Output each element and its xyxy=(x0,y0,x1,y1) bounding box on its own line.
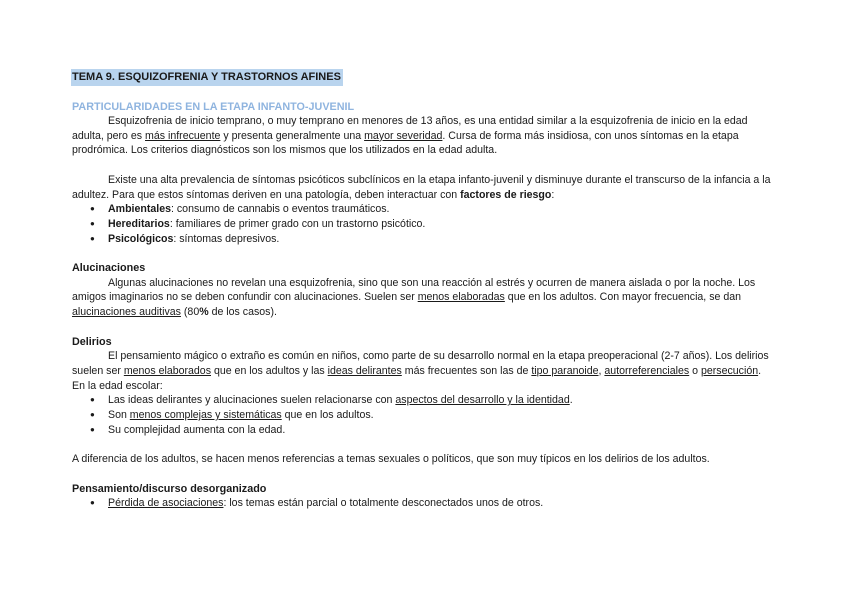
underlined-term: más infrecuente xyxy=(145,129,221,142)
risk-factors-list xyxy=(72,202,772,246)
list-item: ● Hereditarios: familiares de primer grado con un trastorno psicótico. xyxy=(72,217,772,232)
underlined-term: autorreferenciales xyxy=(604,364,690,377)
document-title: TEMA 9. ESQUIZOFRENIA Y TRASTORNOS AFINES xyxy=(71,69,343,86)
paragraph-prevalence: Existe una alta prevalencia de síntomas psicóticos subclínicos en la etapa infanto-juvenil y disminuye durante el transcurso de la infancia a la adultez. Para que estos síntomas deriven en una patología, deben interactuar con factores de riesgo: xyxy=(72,173,771,201)
underlined-term: menos elaborados xyxy=(123,364,211,377)
paragraph-delirios: El pensamiento mágico o extraño es común en niños, como parte de su desarrollo normal en la etapa preoperacional (2-7 años). Los delirios suelen ser menos elaborados que en los adultos y las ideas delirantes más frecuentes son las de tipo paranoide, autorreferenciales o persecución. xyxy=(72,350,769,377)
section-subtitle: PARTICULARIDADES EN LA ETAPA INFANTO-JUVENIL xyxy=(72,101,355,113)
document-content xyxy=(72,69,772,511)
paragraph-edad-escolar: En la edad escolar: xyxy=(72,379,163,392)
heading-delirios: Delirios xyxy=(72,335,112,348)
underlined-term: persecución xyxy=(700,364,759,377)
paragraph-intro: Esquizofrenia de inicio temprano, o muy temprano en menores de 13 años, es una entidad similar a la esquizofrenia de inicio en la edad adulta, pero es más infrecuente y presenta generalmente una mayor severidad. Cursa de forma más insidiosa, con unos síntomas en la etapa prodrómica. Los criterios diagnósticos son los mismos que los utilizados en la edad adulta. xyxy=(72,115,748,157)
paragraph-diferencia: A diferencia de los adultos, se hacen menos referencias a temas sexuales o políticos, que son muy típicos en los delirios de los adultos. xyxy=(72,453,710,466)
heading-pensamiento: Pensamiento/discurso desorganizado xyxy=(72,482,267,495)
underlined-term: mayor severidad xyxy=(364,129,443,142)
underlined-term: tipo paranoide xyxy=(531,364,599,377)
list-item: ● Las ideas delirantes y alucinaciones suelen relacionarse con aspectos del desarrollo y la identidad. xyxy=(72,393,772,408)
pensamiento-list xyxy=(72,496,772,511)
list-item: ● Son menos complejas y sistemáticas que en los adultos. xyxy=(72,408,772,423)
heading-alucinaciones: Alucinaciones xyxy=(72,262,146,274)
underlined-term: alucinaciones auditivas xyxy=(72,306,181,319)
underlined-term: ideas delirantes xyxy=(327,364,402,377)
list-item: ● Ambientales: consumo de cannabis o eventos traumáticos. xyxy=(72,202,772,217)
list-item: ● Su complejidad aumenta con la edad. xyxy=(72,423,772,438)
delirios-list xyxy=(72,393,772,437)
list-item: ● Psicológicos: síntomas depresivos. xyxy=(72,232,772,247)
bold-term: factores de riesgo xyxy=(460,188,552,201)
list-item: ● Pérdida de asociaciones: los temas están parcial o totalmente desconectados unos de otros. xyxy=(72,496,772,511)
paragraph-alucinaciones: Algunas alucinaciones no revelan una esquizofrenia, sino que son una reacción al estrés y ocurren de manera aislada o por la noche. Los amigos imaginarios no se deben confundir con alucinaciones. Suelen ser menos elaboradas que en los adultos. Con mayor frecuencia, se dan alucinaciones auditivas (80% de los casos). xyxy=(72,276,756,319)
underlined-term: menos elaboradas xyxy=(417,291,505,304)
